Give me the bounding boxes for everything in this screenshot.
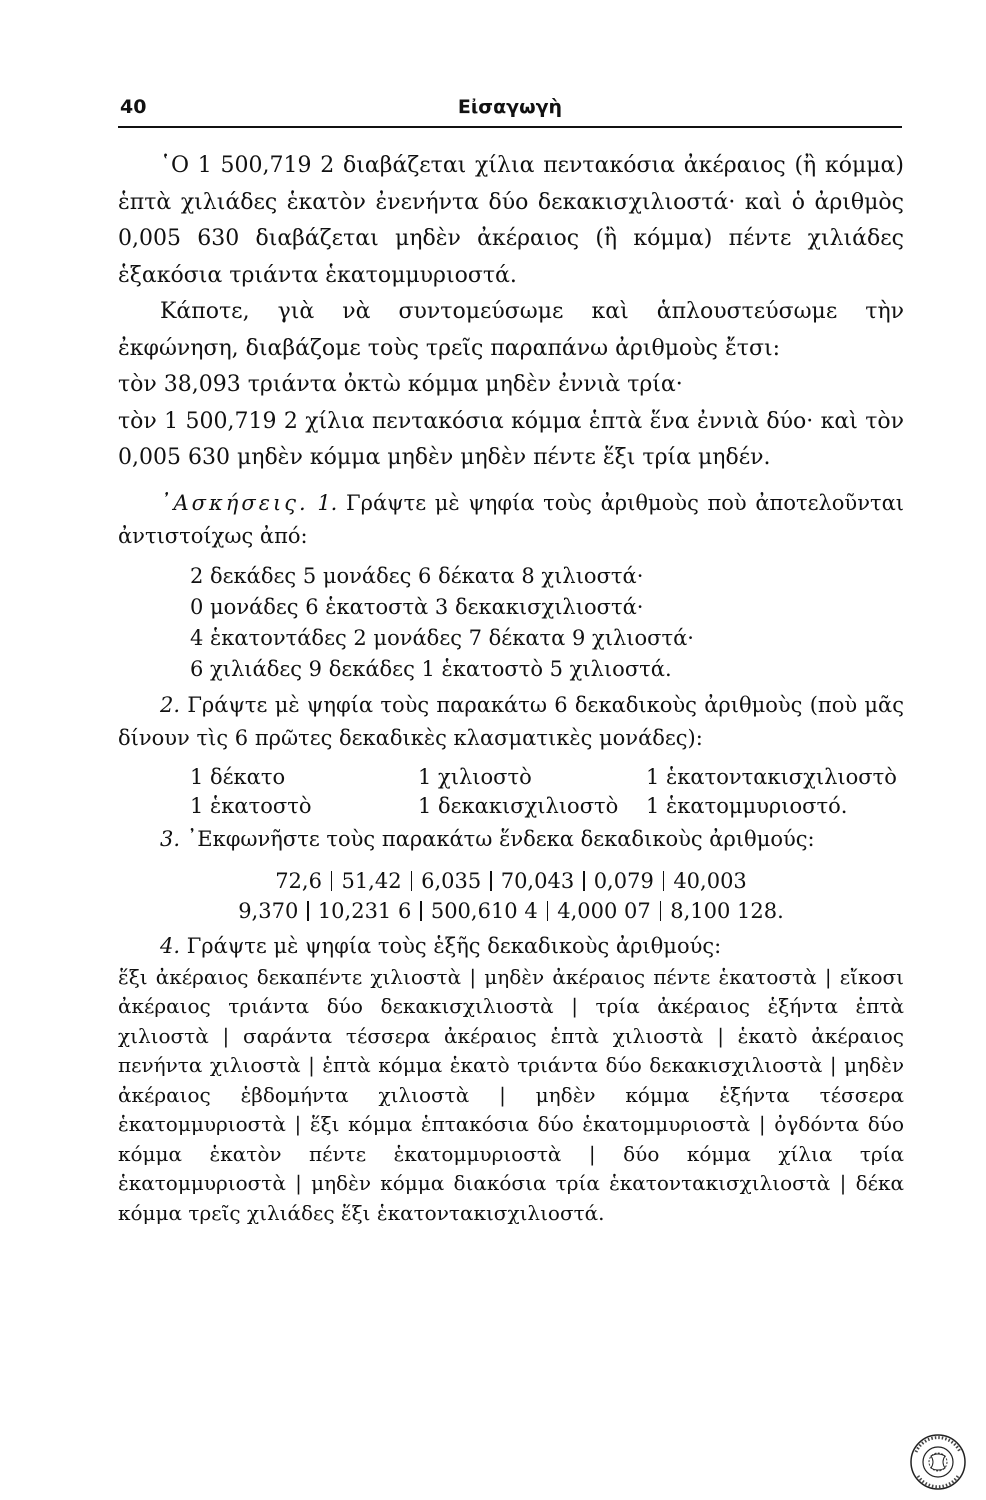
divider <box>583 871 585 891</box>
unit-cell: 1 ἑκατοστὸ <box>190 793 312 818</box>
exercise-1-number: 1. <box>317 490 338 515</box>
exercise-3-number: 3. <box>160 826 181 851</box>
list-item: 6 χιλιάδες 9 δεκάδες 1 ἑκατοστὸ 5 χιλιοστά. <box>190 656 672 681</box>
unit-cell: 1 δέκατο <box>190 764 286 789</box>
divider <box>331 871 333 891</box>
number-value: 70,043 <box>500 868 575 893</box>
number-value: 40,003 <box>673 868 747 893</box>
number-value: 51,42 <box>341 868 402 893</box>
number-value: 500,610 4 <box>430 898 538 923</box>
number-value: 8,100 128. <box>670 898 784 923</box>
exercise-1 <box>118 487 904 685</box>
number-value: 9,370 <box>238 898 299 923</box>
exercise-3-heading <box>118 823 904 856</box>
divider <box>547 901 549 921</box>
exercise-4-body: ἕξι ἀκέραιος δεκαπέντε χιλιοστὰ | μηδὲν ἀκέραιος πέντε ἑκατοστὰ | εἴκοσι ἀκέραιος τριάντα δύο δεκακισχιλιοστὰ | τρία ἀκέραιος ἑξήντα ἑπτὰ χιλιοστὰ | σαράντα τέσσερα ἀκέραιος ἑπτὰ χιλιοστὰ | ἑκατὸ ἀκέραιος πενήντα χιλιοστὰ | ἑπτὰ κόμμα ἑκατὸ τριάντα δύο δεκακισχιλιοστὰ | μηδὲν ἀκέραιος ἑβδομήντα χιλιοστὰ | μηδὲν κόμμα ἑξήντα τέσσερα ἑκατομμυριοστὰ | ἕξι κόμμα ἑπτακόσια δύο ἑκατομμυριοστὰ | ὀγδόντα δύο κόμμα ἑκατὸν πέντε ἑκατομμυριοστὰ | δύο κόμμα χίλια τρία ἑκατομμυριοστὰ | μηδὲν κόμμα διακόσια τρία ἑκατοντακισχιλιοστὰ | δέκα κόμμα τρεῖς χιλιάδες ἕξι ἑκατοντακισχιλιοστά. <box>118 964 904 1225</box>
exercise-4-number: 4. <box>160 933 181 958</box>
exercise-1-list <box>190 561 904 685</box>
exercise-2 <box>118 689 904 821</box>
foundation-seal-icon <box>908 1432 968 1492</box>
list-item: 4 ἑκατοντάδες 2 μονάδες 7 δέκατα 9 χιλιοστά· <box>190 625 694 650</box>
divider <box>411 871 413 891</box>
page-header <box>118 92 902 128</box>
exercise-3-text: ᾽Εκφωνῆστε τοὺς παρακάτω ἕνδεκα δεκαδικοὺς ἀριθμούς: <box>186 826 815 851</box>
intro-paragraph-3: τὸν 1 500,719 2 χίλια πεντακόσια κόμμα ἑπτὰ ἕνα ἐννιὰ δύο· καὶ τὸν 0,005 630 μηδὲν κόμμα μηδὲν μηδὲν πέντε ἕξι τρία μηδέν. <box>118 408 904 470</box>
unit-cell: 1 δεκακισχιλιοστὸ <box>418 793 619 818</box>
intro-paragraph-2: Κάποτε, γιὰ νὰ συντομεύσωμε καὶ ἁπλουστεύσωμε τὴν ἐκφώνηση, διαβάζομε τοὺς τρεῖς παραπάνω ἀριθμοὺς ἔτσι: <box>118 299 904 361</box>
exercise-2-number: 2. <box>160 692 181 717</box>
exercise-4-text: Γράψτε μὲ ψηφία τοὺς ἑξῆς δεκαδικοὺς ἀριθμούς: <box>186 933 722 958</box>
number-value: 0,079 <box>593 868 654 893</box>
page-body <box>118 148 904 1228</box>
divider <box>660 901 662 921</box>
exercise-4-heading <box>118 930 904 963</box>
exercise-2-heading <box>118 689 904 755</box>
divider <box>490 871 492 891</box>
intro-example-line: τὸν 38,093 τριάντα ὀκτὼ κόμμα μηδὲν ἐννιὰ τρία· <box>118 372 683 397</box>
exercise-1-text: Γράψτε μὲ ψηφία τοὺς ἀριθμοὺς ποὺ ἀποτελοῦνται ἀντιστοίχως ἀπό: <box>118 490 904 548</box>
list-item: 0 μονάδες 6 ἑκατοστὰ 3 δεκακισχιλιοστά· <box>190 594 644 619</box>
page-number: 40 <box>120 96 147 118</box>
exercise-2-units-grid <box>190 763 904 821</box>
unit-cell: 1 ἑκατομμυριοστό. <box>646 793 848 818</box>
exercise-4 <box>118 930 904 1229</box>
number-value: 6,035 <box>421 868 482 893</box>
unit-cell: 1 ἑκατοντακισχιλιοστὸ <box>646 764 897 789</box>
exercise-3 <box>118 823 904 926</box>
unit-cell: 1 χιλιοστὸ <box>418 764 532 789</box>
exercise-3-numbers <box>118 866 904 926</box>
running-title: Εἰσαγωγὴ <box>457 96 563 118</box>
exercises-label: ᾽Ασκήσεις. <box>160 490 309 515</box>
number-value: 72,6 <box>275 868 322 893</box>
list-item: 2 δεκάδες 5 μονάδες 6 δέκατα 8 χιλιοστά· <box>190 563 644 588</box>
numbers-row-2 <box>118 896 904 926</box>
divider <box>420 901 422 921</box>
divider <box>663 871 665 891</box>
numbers-row-1 <box>118 866 904 896</box>
intro-paragraph-1: ῾Ο 1 500,719 2 διαβάζεται χίλια πεντακόσια ἀκέραιος (ἢ κόμμα) ἑπτὰ χιλιάδες ἑκατὸν ἐνενήντα δύο δεκακισχιλιοστά· καὶ ὁ ἀριθμὸς 0,005 630 διαβάζεται μηδὲν ἀκέραιος (ἢ κόμμα) πέντε χιλιάδες ἑξακόσια τριάντα ἑκατομμυριοστά. <box>118 153 904 288</box>
exercise-1-heading <box>118 487 904 553</box>
number-value: 4,000 07 <box>557 898 651 923</box>
exercise-2-text: Γράψτε μὲ ψηφία τοὺς παρακάτω 6 δεκαδικοὺς ἀριθμοὺς (ποὺ μᾶς δίνουν τὶς 6 πρῶτες δεκαδικὲς κλασματικὲς μονάδες): <box>118 692 904 750</box>
number-value: 10,231 6 <box>317 898 412 923</box>
divider <box>307 901 309 921</box>
